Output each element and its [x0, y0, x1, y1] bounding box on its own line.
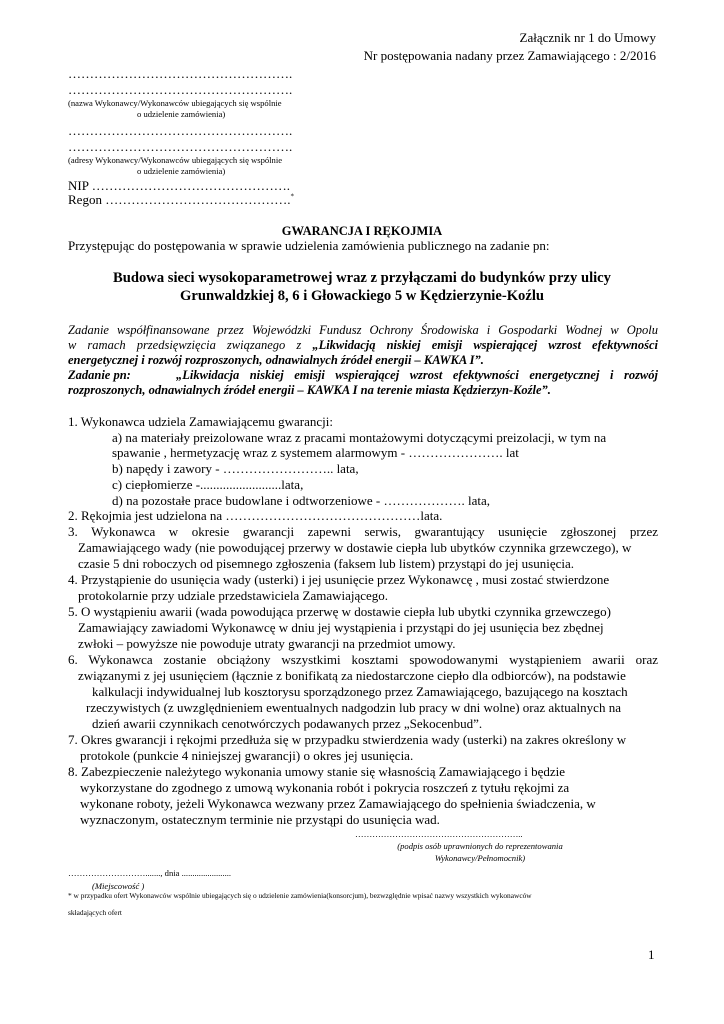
item-3-line-2: Zamawiającego wady (nie powodującej przerwy w dostawie ciepła lub ubytków czynnika grzewczego), w: [78, 540, 632, 555]
item-1c: c) ciepłomierze -.........................lata,: [112, 477, 304, 492]
funding-line-1: Zadanie współfinansowane przez Wojewódzki Fundusz Ochrony Środowiska i Gospodarki Wodnej w Opolu: [68, 323, 658, 337]
item-4-line-2: protokolarnie przy udziale przedstawiciela Zamawiającego.: [78, 588, 389, 603]
item-8-line-2: wykorzystane do zgodnego z umową wykonania robót i pokrycia roszczeń z tytułu rękojmi za: [80, 780, 570, 795]
item-5-line-2: Zamawiający zawiadomi Wykonawcę w dniu jej wystąpienia i przystąpi do jej usunięcia bez zbędnej: [78, 620, 604, 635]
page-number: 1: [648, 947, 655, 962]
nip-field: NIP ……………………………………….: [68, 178, 290, 193]
contractor-address-dots-2: …………………………………………….: [68, 139, 293, 154]
funding-line-4: [68, 368, 658, 383]
footnote-line-1: * w przypadku ofert Wykonawców wspólnie ubiegających się o udzielenie zamówienia(konsorcjum), bezwzględnie wpisać nazwy wszystkich wykonawców: [68, 891, 532, 900]
contractor-address-note-2: o udzielenie zamówienia): [137, 166, 226, 176]
item-3-line-1: 3. Wykonawca w okresie gwarancji zapewni serwis, gwarantujący usunięcie zgłoszonej przez: [68, 524, 658, 539]
item-3-line-3: czasie 5 dni roboczych od pisemnego zgłoszenia (faksem lub listem) przystąpi do jej usunięcia.: [78, 556, 575, 571]
signature-note-2: Wykonawcy/Pełnomocnik): [434, 853, 526, 863]
footnote-line-2: składających ofert: [68, 908, 122, 917]
regon-field: [68, 192, 294, 208]
item-7-line-2: protokole (punkcie 4 niniejszej gwarancji) o okres jej usunięcia.: [80, 748, 414, 763]
item-8-line-3: wykonane roboty, jeżeli Wykonawca wezwany przez Zamawiającego do spełnienia świadczenia, w: [80, 796, 596, 811]
regon-text: Regon …………………………………….: [68, 192, 291, 207]
item-1: 1. Wykonawca udziela Zamawiającemu gwarancji:: [68, 414, 333, 429]
funding-line-2: [68, 338, 658, 353]
item-1a-line-1: a) na materiały preizolowane wraz z pracami montażowymi dotyczącymi preizolacji, w tym na: [112, 430, 607, 445]
regon-footnote-mark: *: [290, 192, 294, 201]
funding-line-4b: „Likwidacja niskiej emisji wspierającej wzrost efektywności energetycznej i rozwój: [176, 368, 658, 382]
contractor-name-note-2: o udzielenie zamówienia): [137, 109, 226, 119]
item-1a-line-2: spawanie , hermetyzację wraz z systemem alarmowym - …………………. lat: [112, 445, 519, 460]
item-6-line-2: związanymi z jej usunięciem (łącznie z bonifikatą za niedostarczone ciepło dla odbiorców), na podstawie: [78, 668, 626, 683]
item-8-line-4: wyznaczonym, ostatecznym terminie nie przystąpi do usunięcia wad.: [80, 812, 440, 827]
item-1d: d) na pozostałe prace budowlane i odtworzeniowe - ………………. lata,: [112, 493, 490, 508]
funding-line-5: rozproszonych, odnawialnych źródeł energii – KAWKA I na terenie miasta Kędzierzyn-Koźle”.: [68, 383, 551, 397]
contractor-name-dots-1: …………………………………………….: [68, 66, 293, 81]
item-8-line-1: 8. Zabezpieczenie należytego wykonania umowy stanie się własnością Zamawiającego i będzie: [68, 764, 566, 779]
item-2: 2. Rękojmia jest udzielona na ………………………………………lata.: [68, 508, 443, 523]
item-6-line-5: dzień awarii czynnikach cenotwórczych podawanych przez „Sekocenbud”.: [92, 716, 483, 731]
funding-line-4a: Zadanie pn:: [68, 368, 131, 382]
document-heading: GWARANCJA I RĘKOJMIA: [281, 224, 443, 238]
item-7-line-1: 7. Okres gwarancji i rękojmi przedłuża się w przypadku stwierdzenia wady (usterki) na zakres określony w: [68, 732, 627, 747]
intro-text: Przystępując do postępowania w sprawie udzielenia zamówienia publicznego na zadanie pn:: [68, 238, 550, 253]
item-1b: b) napędy i zawory - …………………….. lata,: [112, 461, 359, 476]
contractor-name-dots-2: …………………………………………….: [68, 82, 293, 97]
contractor-address-dots-1: …………………………………………….: [68, 123, 293, 138]
contractor-address-note: (adresy Wykonawcy/Wykonawców ubiegających się wspólnie: [68, 155, 283, 165]
item-4-line-1: 4. Przystąpienie do usunięcia wady (usterki) i jej usunięcie przez Wykonawcę , musi zostać stwierdzone: [68, 572, 610, 587]
funding-line-3: energetycznej i rozwój rozproszonych, odnawialnych źródeł energii – KAWKA I”.: [68, 353, 484, 367]
funding-line-2a: w ramach przedsięwzięcia związanego z: [68, 338, 313, 352]
project-title-1: Budowa sieci wysokoparametrowej wraz z przyłączami do budynków przy ulicy: [113, 270, 611, 286]
signature-dots: …………………………………………………..: [355, 829, 523, 839]
signature-note-1: (podpis osób uprawnionych do reprezentowania: [397, 841, 563, 851]
funding-line-2b: „Likwidacją niskiej emisji wspierającej wzrost efektywności: [312, 338, 658, 352]
place-label: (Miejscowość ): [92, 881, 145, 891]
attachment-label: Załącznik nr 1 do Umowy: [519, 30, 656, 45]
project-title-2: Grunwaldzkiej 8, 6 i Głowackiego 5 w Kędzierzynie-Koźlu: [180, 288, 544, 304]
item-6-line-1: 6. Wykonawca zostanie obciążony wszystkimi kosztami spowodowanymi wystąpieniem awarii oraz: [68, 652, 658, 667]
item-5-line-1: 5. O wystąpieniu awarii (wada powodująca przerwę w dostawie ciepła lub ubytki czynnika grzewczego): [68, 604, 611, 619]
place-date-line: ………………………......., dnia .......................: [68, 868, 232, 878]
contractor-name-note: (nazwa Wykonawcy/Wykonawców ubiegających się wspólnie: [68, 98, 282, 108]
item-6-line-3: kalkulacji indywidualnej lub kosztorysu sporządzonego przez Zamawiającego, bazującego na kosztach: [92, 684, 628, 699]
item-5-line-3: zwłoki – powyższe nie powoduje utraty gwarancji na przedmiot umowy.: [78, 636, 456, 651]
item-6-line-4: rzeczywistych (z uwzględnieniem ewentualnych nadgodzin lub pracy w dni wolne) oraz aktualnych na: [86, 700, 621, 715]
procedure-number: Nr postępowania nadany przez Zamawiającego : 2/2016: [363, 48, 656, 63]
